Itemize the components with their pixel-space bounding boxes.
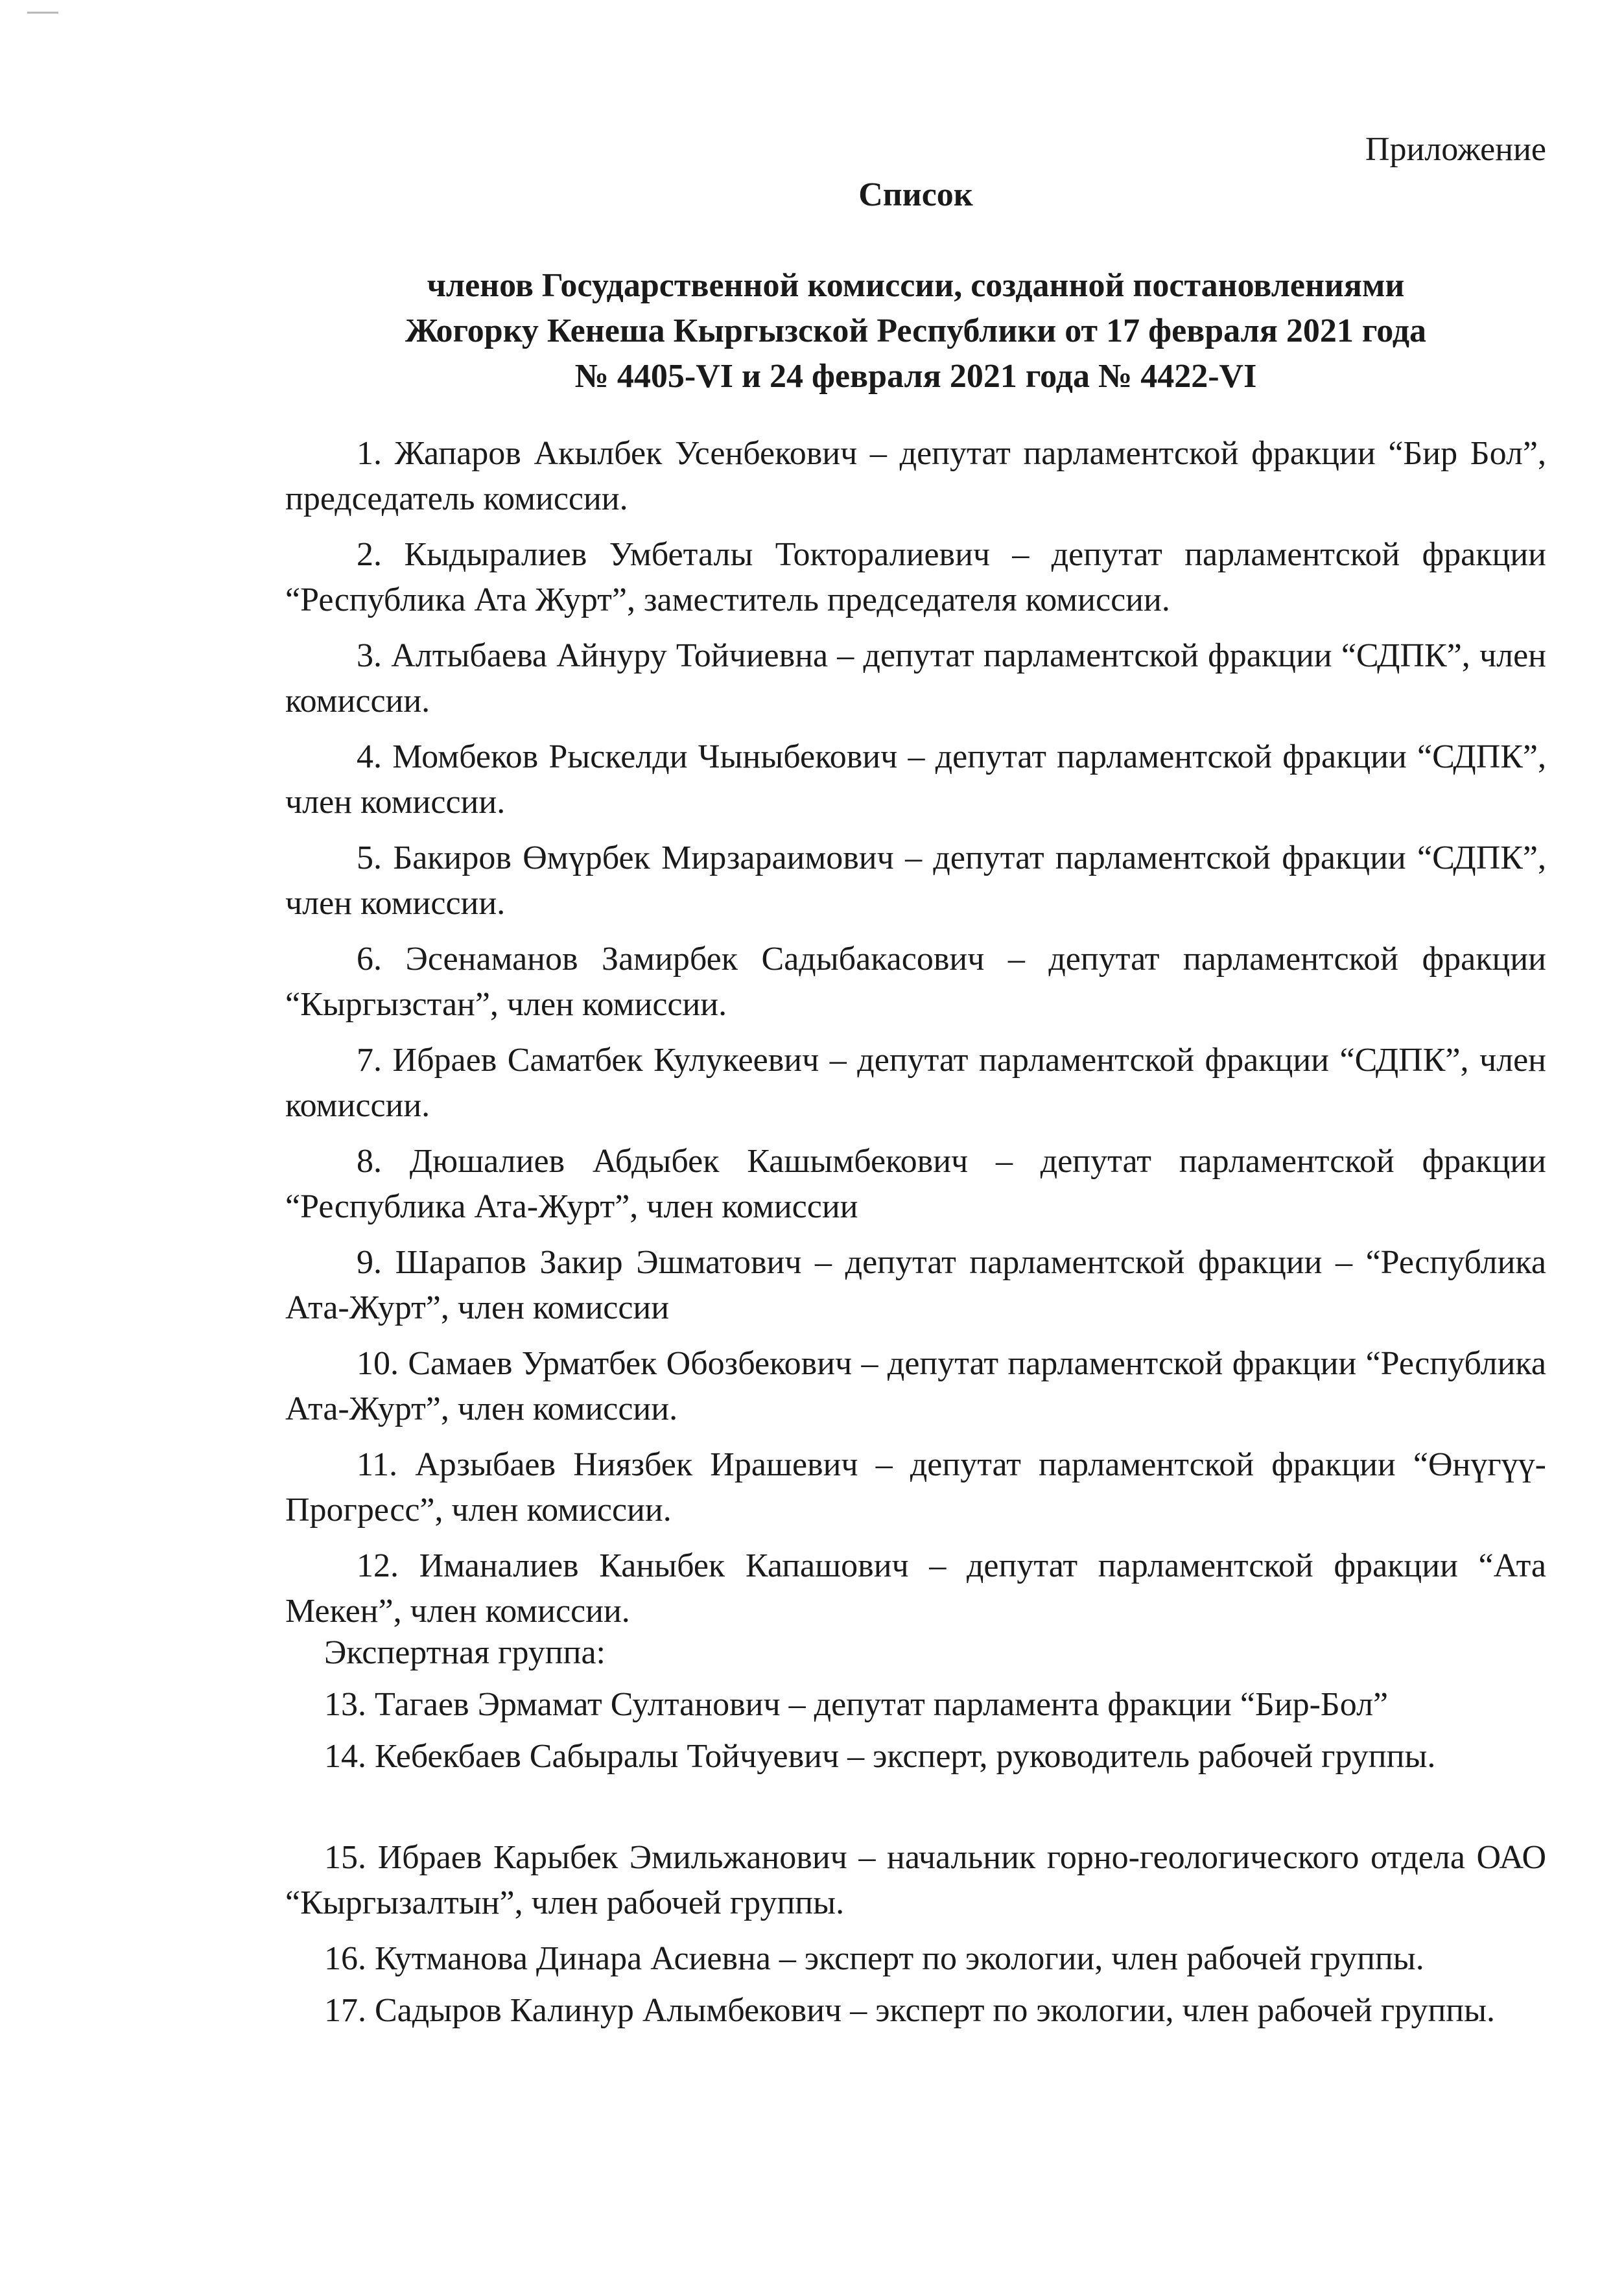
item-number: 16. [324, 1940, 366, 1977]
item-number: 4. [357, 738, 382, 775]
list-item [285, 1038, 1546, 1139]
item-text: Кыдыралиев Умбеталы Токторалиевич – депутат парламентской фракции “Республика Ата Журт”, заместитель председателя комиссии. [285, 536, 1546, 618]
experts-list [285, 1682, 1546, 2089]
item-text: Эсенаманов Замирбек Садыбакасович – депутат парламентской фракции “Кыргызстан”, член комиссии. [285, 941, 1546, 1023]
item-text: Бакиров Өмүрбек Мирзараимович – депутат парламентской фракции “СДПК”, член комиссии. [285, 839, 1547, 922]
item-number: 2. [357, 536, 382, 573]
item-number: 11. [357, 1446, 398, 1483]
list-item [285, 431, 1546, 532]
item-text: Тагаев Эрмамат Султанович – депутат парламента фракции “Бир-Бол” [375, 1686, 1389, 1723]
item-text: Иманалиев Каныбек Капашович – депутат парламентской фракции “Ата Мекен”, член комиссии. [285, 1547, 1547, 1630]
list-item [285, 1682, 1546, 1734]
item-text: Шарапов Закир Эшматович – депутат парламентской фракции – “Республика Ата-Журт”, член комиссии [285, 1244, 1546, 1326]
list-item [285, 633, 1546, 734]
item-text: Алтыбаева Айнуру Тойчиевна – депутат парламентской фракции “СДПК”, член комиссии. [285, 637, 1547, 720]
list-item [285, 1240, 1546, 1341]
item-number: 1. [357, 435, 382, 472]
item-text: Арзыбаев Ниязбек Ирашевич – депутат парламентской фракции “Өнүгүү-Прогресс”, член комиссии. [285, 1446, 1546, 1529]
list-item [285, 836, 1546, 937]
item-text: Самаев Урматбек Обозбекович – депутат парламентской фракции “Республика Ата-Журт”, член комиссии. [285, 1345, 1546, 1427]
item-number: 7. [357, 1042, 382, 1079]
list-item [285, 1543, 1546, 1645]
members-list [285, 431, 1546, 1645]
list-item [285, 1139, 1546, 1240]
item-number: 13. [324, 1686, 366, 1723]
item-text: Ибраев Саматбек Кулукеевич – депутат парламентской фракции “СДПК”, член комиссии. [285, 1042, 1547, 1124]
list-item [285, 1936, 1546, 1988]
item-number: 9. [357, 1244, 382, 1281]
list-item [285, 937, 1546, 1038]
list-item [285, 734, 1546, 836]
item-number: 5. [357, 839, 382, 876]
item-number: 6. [357, 941, 382, 978]
list-item [285, 1835, 1546, 1936]
item-text: Кебекбаев Сабыралы Тойчуевич – эксперт, руководитель рабочей группы. [375, 1738, 1436, 1775]
subtitle-line: Жогорку Кенеша Кыргызской Республики от 17 февраля 2021 года [405, 312, 1427, 349]
item-text: Дюшалиев Абдыбек Кашымбекович – депутат парламентской фракции “Республика Ата-Журт”, член комиссии [285, 1143, 1546, 1225]
item-number: 3. [357, 637, 382, 674]
item-text: Садыров Калинур Алымбекович – эксперт по экологии, член рабочей группы. [375, 1992, 1496, 2029]
item-number: 15. [324, 1839, 366, 1876]
list-item [285, 1988, 1546, 2089]
item-number: 12. [357, 1547, 399, 1584]
item-number: 8. [357, 1143, 382, 1180]
item-number: 10. [357, 1345, 399, 1382]
item-number: 14. [324, 1738, 366, 1775]
expert-group-heading: Экспертная группа: [324, 1634, 606, 1671]
item-text: Момбеков Рыскелди Чыныбекович – депутат парламентской фракции “СДПК”, член комиссии. [285, 738, 1547, 821]
scan-artifact [27, 12, 58, 14]
document-title: Список [858, 176, 973, 213]
item-text: Ибраев Карыбек Эмильжанович – начальник горно-геологического отдела ОАО “Кыргызалтын”, член рабочей группы. [285, 1839, 1547, 1921]
list-item [285, 532, 1546, 633]
list-item [285, 1734, 1546, 1835]
list-item [285, 1341, 1546, 1442]
subtitle-line: членов Государственной комиссии, созданной постановлениями [427, 267, 1405, 304]
item-text: Кутманова Динара Асиевна – эксперт по экологии, член рабочей группы. [375, 1940, 1424, 1977]
subtitle-line: № 4405-VI и 24 февраля 2021 года № 4422-VI [574, 358, 1257, 395]
item-number: 17. [324, 1992, 366, 2029]
appendix-label: Приложение [1365, 131, 1546, 168]
item-text: Жапаров Акылбек Усенбекович – депутат парламентской фракции “Бир Бол”, председатель комиссии. [285, 435, 1546, 517]
document-subtitle [285, 263, 1546, 399]
list-item [285, 1442, 1546, 1543]
